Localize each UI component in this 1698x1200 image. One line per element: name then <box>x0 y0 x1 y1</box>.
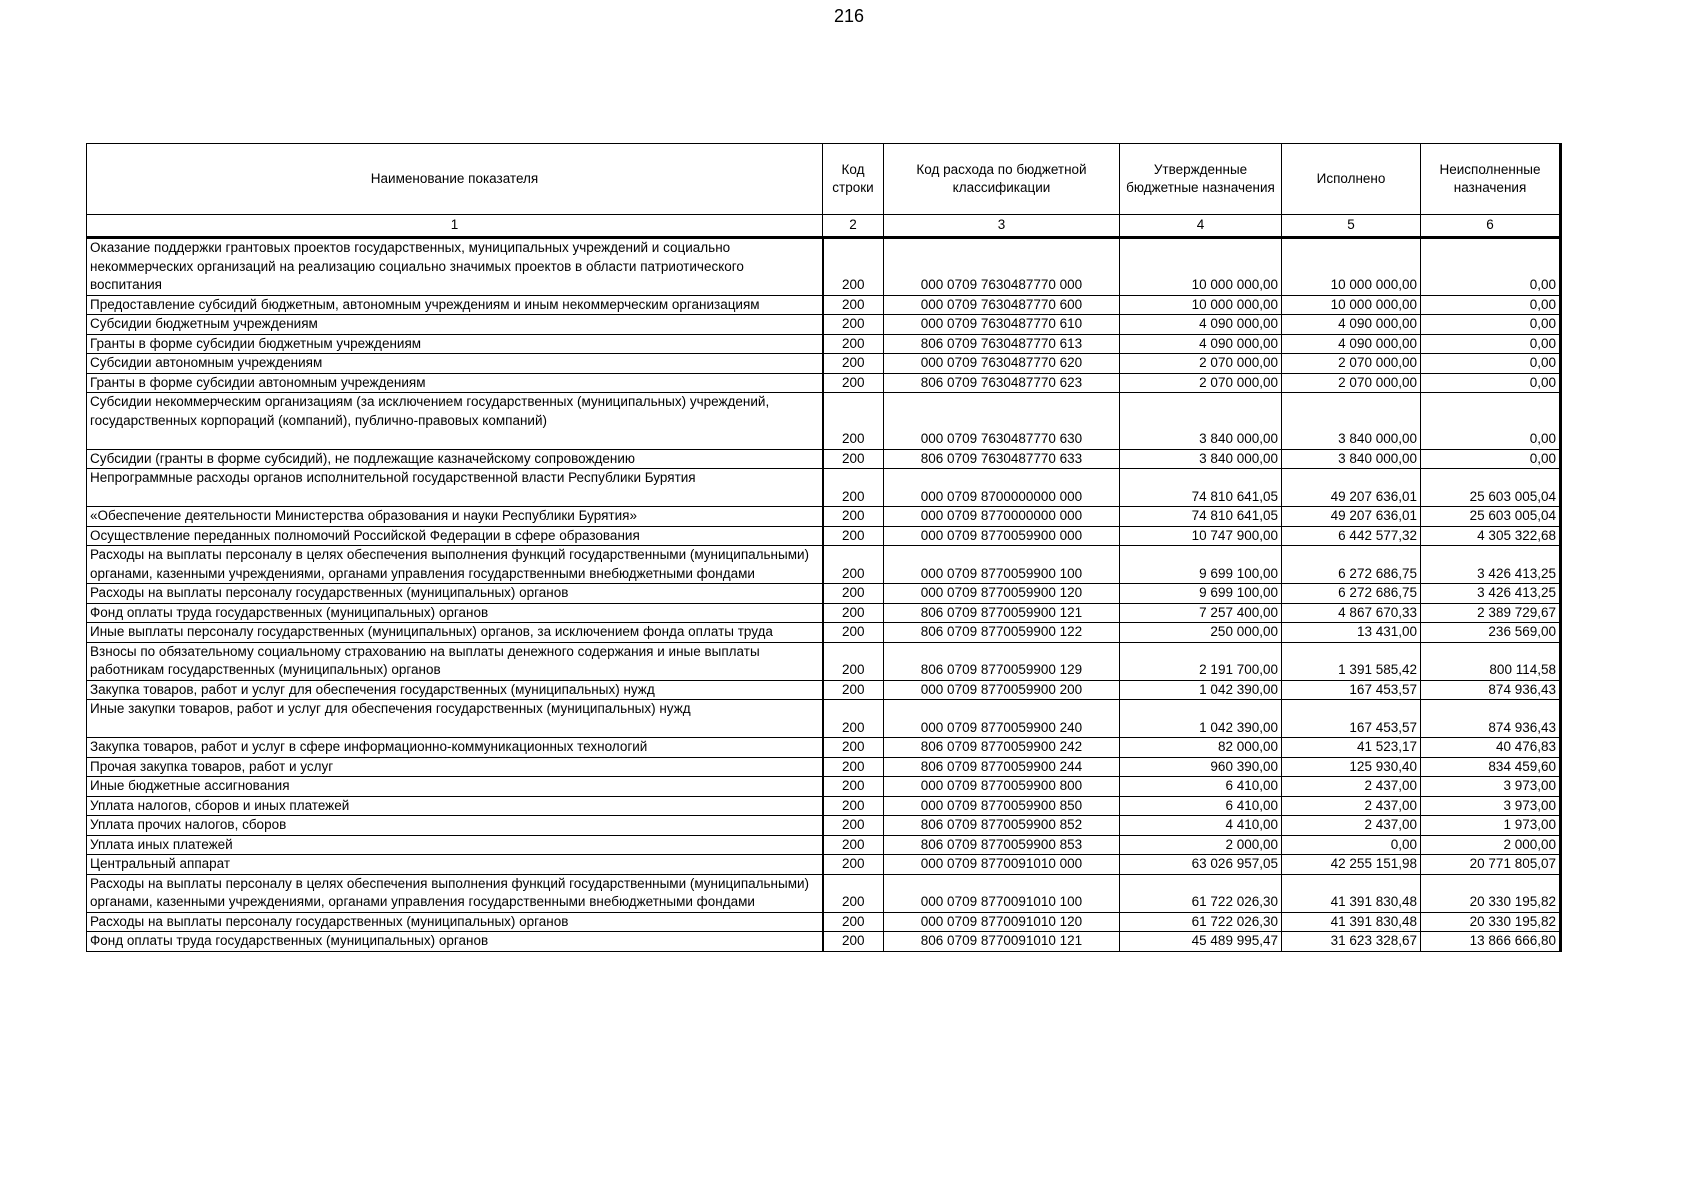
row-executed: 2 437,00 <box>1282 777 1421 797</box>
row-line-code: 200 <box>823 584 884 604</box>
row-executed: 2 437,00 <box>1282 816 1421 836</box>
table-row <box>87 449 1561 469</box>
row-line-code: 200 <box>823 295 884 315</box>
row-unexecuted: 1 973,00 <box>1421 816 1561 836</box>
table-row <box>87 816 1561 836</box>
table-row <box>87 874 1561 912</box>
row-budget-code: 000 0709 7630487770 620 <box>884 354 1120 374</box>
row-approved: 9 699 100,00 <box>1120 584 1282 604</box>
row-approved: 1 042 390,00 <box>1120 700 1282 738</box>
table-row <box>87 835 1561 855</box>
row-line-code: 200 <box>823 526 884 546</box>
row-approved: 3 840 000,00 <box>1120 449 1282 469</box>
row-budget-code: 000 0709 8770091010 100 <box>884 874 1120 912</box>
table-row <box>87 393 1561 450</box>
table-row <box>87 680 1561 700</box>
table-row <box>87 777 1561 797</box>
row-name: Закупка товаров, работ и услуг для обеспечения государственных (муниципальных) нужд <box>87 680 823 700</box>
table-row <box>87 238 1561 296</box>
row-name: Гранты в форме субсидии бюджетным учреждениям <box>87 334 823 354</box>
page-number: 216 <box>833 6 865 26</box>
row-budget-code: 000 0709 8770059900 240 <box>884 700 1120 738</box>
row-line-code: 200 <box>823 932 884 952</box>
row-unexecuted: 0,00 <box>1421 393 1561 450</box>
row-unexecuted: 0,00 <box>1421 449 1561 469</box>
row-executed: 49 207 636,01 <box>1282 507 1421 527</box>
row-budget-code: 806 0709 8770059900 244 <box>884 757 1120 777</box>
row-unexecuted: 40 476,83 <box>1421 738 1561 758</box>
table-body <box>87 238 1561 952</box>
row-name: Фонд оплаты труда государственных (муниципальных) органов <box>87 932 823 952</box>
row-executed: 41 391 830,48 <box>1282 912 1421 932</box>
row-unexecuted: 0,00 <box>1421 238 1561 296</box>
row-line-code: 200 <box>823 373 884 393</box>
row-name: Осуществление переданных полномочий Российской Федерации в сфере образования <box>87 526 823 546</box>
row-executed: 4 090 000,00 <box>1282 315 1421 335</box>
budget-report-table <box>86 143 1562 952</box>
row-unexecuted: 4 305 322,68 <box>1421 526 1561 546</box>
row-unexecuted: 13 866 666,80 <box>1421 932 1561 952</box>
row-name: Расходы на выплаты персоналу государственных (муниципальных) органов <box>87 584 823 604</box>
table-row <box>87 469 1561 507</box>
row-line-code: 200 <box>823 777 884 797</box>
row-name: Расходы на выплаты персоналу государственных (муниципальных) органов <box>87 912 823 932</box>
table-row <box>87 507 1561 527</box>
row-unexecuted: 0,00 <box>1421 295 1561 315</box>
row-budget-code: 806 0709 8770059900 129 <box>884 642 1120 680</box>
row-unexecuted: 834 459,60 <box>1421 757 1561 777</box>
row-unexecuted: 25 603 005,04 <box>1421 469 1561 507</box>
column-number: 2 <box>823 215 884 238</box>
header-budget-code: Код расхода по бюджетной классификации <box>884 144 1120 215</box>
row-budget-code: 806 0709 8770059900 852 <box>884 816 1120 836</box>
table-row <box>87 738 1561 758</box>
row-executed: 42 255 151,98 <box>1282 855 1421 875</box>
row-executed: 10 000 000,00 <box>1282 238 1421 296</box>
row-line-code: 200 <box>823 546 884 584</box>
row-budget-code: 000 0709 8770059900 200 <box>884 680 1120 700</box>
row-line-code: 200 <box>823 623 884 643</box>
row-budget-code: 000 0709 8770059900 100 <box>884 546 1120 584</box>
row-approved: 2 070 000,00 <box>1120 354 1282 374</box>
row-approved: 74 810 641,05 <box>1120 507 1282 527</box>
row-executed: 167 453,57 <box>1282 700 1421 738</box>
row-unexecuted: 20 330 195,82 <box>1421 912 1561 932</box>
row-unexecuted: 0,00 <box>1421 373 1561 393</box>
row-unexecuted: 874 936,43 <box>1421 680 1561 700</box>
row-executed: 10 000 000,00 <box>1282 295 1421 315</box>
row-approved: 10 000 000,00 <box>1120 238 1282 296</box>
row-budget-code: 000 0709 8770091010 120 <box>884 912 1120 932</box>
row-approved: 960 390,00 <box>1120 757 1282 777</box>
row-approved: 1 042 390,00 <box>1120 680 1282 700</box>
row-line-code: 200 <box>823 700 884 738</box>
row-unexecuted: 3 426 413,25 <box>1421 584 1561 604</box>
row-executed: 49 207 636,01 <box>1282 469 1421 507</box>
row-line-code: 200 <box>823 874 884 912</box>
row-unexecuted: 3 426 413,25 <box>1421 546 1561 584</box>
table-row <box>87 354 1561 374</box>
row-budget-code: 806 0709 8770059900 853 <box>884 835 1120 855</box>
row-name: Иные бюджетные ассигнования <box>87 777 823 797</box>
row-budget-code: 000 0709 7630487770 000 <box>884 238 1120 296</box>
row-approved: 82 000,00 <box>1120 738 1282 758</box>
row-approved: 61 722 026,30 <box>1120 912 1282 932</box>
column-number-row <box>87 215 1561 238</box>
table-row <box>87 295 1561 315</box>
column-number: 6 <box>1421 215 1561 238</box>
table-row <box>87 796 1561 816</box>
row-executed: 6 272 686,75 <box>1282 584 1421 604</box>
row-name: Закупка товаров, работ и услуг в сфере информационно-коммуникационных технологий <box>87 738 823 758</box>
row-executed: 2 070 000,00 <box>1282 354 1421 374</box>
row-approved: 9 699 100,00 <box>1120 546 1282 584</box>
row-budget-code: 000 0709 7630487770 610 <box>884 315 1120 335</box>
table-row <box>87 757 1561 777</box>
row-name: «Обеспечение деятельности Министерства образования и науки Республики Бурятия» <box>87 507 823 527</box>
table-row <box>87 315 1561 335</box>
row-name: Расходы на выплаты персоналу в целях обеспечения выполнения функций государственными (муниципальными) органами, казенными учреждениями, органами управления государственными внебюджетными фондами <box>87 546 823 584</box>
table-row <box>87 912 1561 932</box>
row-line-code: 200 <box>823 912 884 932</box>
row-approved: 4 090 000,00 <box>1120 315 1282 335</box>
column-number: 3 <box>884 215 1120 238</box>
row-budget-code: 000 0709 8770091010 000 <box>884 855 1120 875</box>
row-line-code: 200 <box>823 315 884 335</box>
row-name: Субсидии бюджетным учреждениям <box>87 315 823 335</box>
row-budget-code: 806 0709 8770059900 122 <box>884 623 1120 643</box>
row-name: Центральный аппарат <box>87 855 823 875</box>
row-name: Иные закупки товаров, работ и услуг для обеспечения государственных (муниципальных) нужд <box>87 700 823 738</box>
row-approved: 250 000,00 <box>1120 623 1282 643</box>
row-approved: 6 410,00 <box>1120 777 1282 797</box>
row-line-code: 200 <box>823 855 884 875</box>
row-line-code: 200 <box>823 469 884 507</box>
row-budget-code: 000 0709 8770000000 000 <box>884 507 1120 527</box>
row-executed: 3 840 000,00 <box>1282 449 1421 469</box>
table-row <box>87 334 1561 354</box>
column-number: 1 <box>87 215 823 238</box>
row-line-code: 200 <box>823 680 884 700</box>
row-unexecuted: 0,00 <box>1421 315 1561 335</box>
row-line-code: 200 <box>823 238 884 296</box>
row-name: Субсидии (гранты в форме субсидий), не подлежащие казначейскому сопровождению <box>87 449 823 469</box>
row-budget-code: 806 0709 7630487770 633 <box>884 449 1120 469</box>
row-budget-code: 000 0709 8770059900 800 <box>884 777 1120 797</box>
row-name: Иные выплаты персоналу государственных (муниципальных) органов, за исключением фонда оплаты труда <box>87 623 823 643</box>
row-approved: 61 722 026,30 <box>1120 874 1282 912</box>
row-name: Гранты в форме субсидии автономным учреждениям <box>87 373 823 393</box>
row-approved: 6 410,00 <box>1120 796 1282 816</box>
row-budget-code: 806 0709 8770059900 121 <box>884 603 1120 623</box>
header-name: Наименование показателя <box>87 144 823 215</box>
header-unexecuted: Неисполненные назначения <box>1421 144 1561 215</box>
row-unexecuted: 25 603 005,04 <box>1421 507 1561 527</box>
table-row <box>87 546 1561 584</box>
row-approved: 2 000,00 <box>1120 835 1282 855</box>
row-executed: 1 391 585,42 <box>1282 642 1421 680</box>
row-unexecuted: 3 973,00 <box>1421 777 1561 797</box>
row-unexecuted: 874 936,43 <box>1421 700 1561 738</box>
row-approved: 3 840 000,00 <box>1120 393 1282 450</box>
row-executed: 13 431,00 <box>1282 623 1421 643</box>
row-budget-code: 000 0709 7630487770 630 <box>884 393 1120 450</box>
header-executed: Исполнено <box>1282 144 1421 215</box>
row-line-code: 200 <box>823 835 884 855</box>
row-name: Расходы на выплаты персоналу в целях обеспечения выполнения функций государственными (муниципальными) органами, казенными учреждениями, органами управления государственными внебюджетными фондами <box>87 874 823 912</box>
table-row <box>87 373 1561 393</box>
row-name: Субсидии некоммерческим организациям (за исключением государственных (муниципальных) учреждений, государственных корпораций (компаний), публично-правовых компаний) <box>87 393 823 450</box>
row-executed: 125 930,40 <box>1282 757 1421 777</box>
row-unexecuted: 0,00 <box>1421 354 1561 374</box>
header-row <box>87 144 1561 215</box>
table-row <box>87 584 1561 604</box>
row-unexecuted: 20 330 195,82 <box>1421 874 1561 912</box>
row-name: Субсидии автономным учреждениям <box>87 354 823 374</box>
row-budget-code: 000 0709 8770059900 000 <box>884 526 1120 546</box>
row-approved: 74 810 641,05 <box>1120 469 1282 507</box>
row-name: Уплата прочих налогов, сборов <box>87 816 823 836</box>
column-number: 5 <box>1282 215 1421 238</box>
row-executed: 31 623 328,67 <box>1282 932 1421 952</box>
row-budget-code: 000 0709 8770059900 850 <box>884 796 1120 816</box>
row-line-code: 200 <box>823 757 884 777</box>
row-budget-code: 000 0709 8770059900 120 <box>884 584 1120 604</box>
row-approved: 4 090 000,00 <box>1120 334 1282 354</box>
row-unexecuted: 2 389 729,67 <box>1421 603 1561 623</box>
row-line-code: 200 <box>823 603 884 623</box>
row-approved: 63 026 957,05 <box>1120 855 1282 875</box>
row-line-code: 200 <box>823 796 884 816</box>
row-name: Предоставление субсидий бюджетным, автономным учреждениям и иным некоммерческим организациям <box>87 295 823 315</box>
row-name: Оказание поддержки грантовых проектов государственных, муниципальных учреждений и социально некоммерческих организаций на реализацию социально значимых проектов в области патриотического воспитания <box>87 238 823 296</box>
row-budget-code: 806 0709 8770091010 121 <box>884 932 1120 952</box>
row-name: Прочая закупка товаров, работ и услуг <box>87 757 823 777</box>
row-line-code: 200 <box>823 354 884 374</box>
row-executed: 3 840 000,00 <box>1282 393 1421 450</box>
row-approved: 45 489 995,47 <box>1120 932 1282 952</box>
table-row <box>87 855 1561 875</box>
row-executed: 4 867 670,33 <box>1282 603 1421 623</box>
table-row <box>87 526 1561 546</box>
row-approved: 2 191 700,00 <box>1120 642 1282 680</box>
row-unexecuted: 20 771 805,07 <box>1421 855 1561 875</box>
row-approved: 4 410,00 <box>1120 816 1282 836</box>
row-name: Непрограммные расходы органов исполнительной государственной власти Республики Бурятия <box>87 469 823 507</box>
row-approved: 2 070 000,00 <box>1120 373 1282 393</box>
row-executed: 41 523,17 <box>1282 738 1421 758</box>
row-line-code: 200 <box>823 507 884 527</box>
row-name: Уплата налогов, сборов и иных платежей <box>87 796 823 816</box>
row-executed: 0,00 <box>1282 835 1421 855</box>
table-row <box>87 932 1561 952</box>
row-line-code: 200 <box>823 816 884 836</box>
table-row <box>87 623 1561 643</box>
row-executed: 6 442 577,32 <box>1282 526 1421 546</box>
row-line-code: 200 <box>823 334 884 354</box>
table-row <box>87 700 1561 738</box>
table-row <box>87 603 1561 623</box>
row-executed: 2 437,00 <box>1282 796 1421 816</box>
row-executed: 2 070 000,00 <box>1282 373 1421 393</box>
row-unexecuted: 236 569,00 <box>1421 623 1561 643</box>
row-approved: 10 747 900,00 <box>1120 526 1282 546</box>
row-budget-code: 806 0709 7630487770 613 <box>884 334 1120 354</box>
row-line-code: 200 <box>823 642 884 680</box>
table-row <box>87 642 1561 680</box>
row-budget-code: 806 0709 8770059900 242 <box>884 738 1120 758</box>
row-executed: 41 391 830,48 <box>1282 874 1421 912</box>
column-number: 4 <box>1120 215 1282 238</box>
row-name: Фонд оплаты труда государственных (муниципальных) органов <box>87 603 823 623</box>
row-unexecuted: 2 000,00 <box>1421 835 1561 855</box>
row-executed: 6 272 686,75 <box>1282 546 1421 584</box>
row-budget-code: 806 0709 7630487770 623 <box>884 373 1120 393</box>
row-line-code: 200 <box>823 393 884 450</box>
row-budget-code: 000 0709 8700000000 000 <box>884 469 1120 507</box>
header-approved: Утвержденные бюджетные назначения <box>1120 144 1282 215</box>
row-line-code: 200 <box>823 738 884 758</box>
header-line-code: Код строки <box>823 144 884 215</box>
row-name: Взносы по обязательному социальному страхованию на выплаты денежного содержания и иные выплаты работникам государственных (муниципальных) органов <box>87 642 823 680</box>
row-unexecuted: 3 973,00 <box>1421 796 1561 816</box>
row-executed: 167 453,57 <box>1282 680 1421 700</box>
row-approved: 10 000 000,00 <box>1120 295 1282 315</box>
row-name: Уплата иных платежей <box>87 835 823 855</box>
row-executed: 4 090 000,00 <box>1282 334 1421 354</box>
row-unexecuted: 0,00 <box>1421 334 1561 354</box>
row-line-code: 200 <box>823 449 884 469</box>
row-approved: 7 257 400,00 <box>1120 603 1282 623</box>
row-unexecuted: 800 114,58 <box>1421 642 1561 680</box>
row-budget-code: 000 0709 7630487770 600 <box>884 295 1120 315</box>
